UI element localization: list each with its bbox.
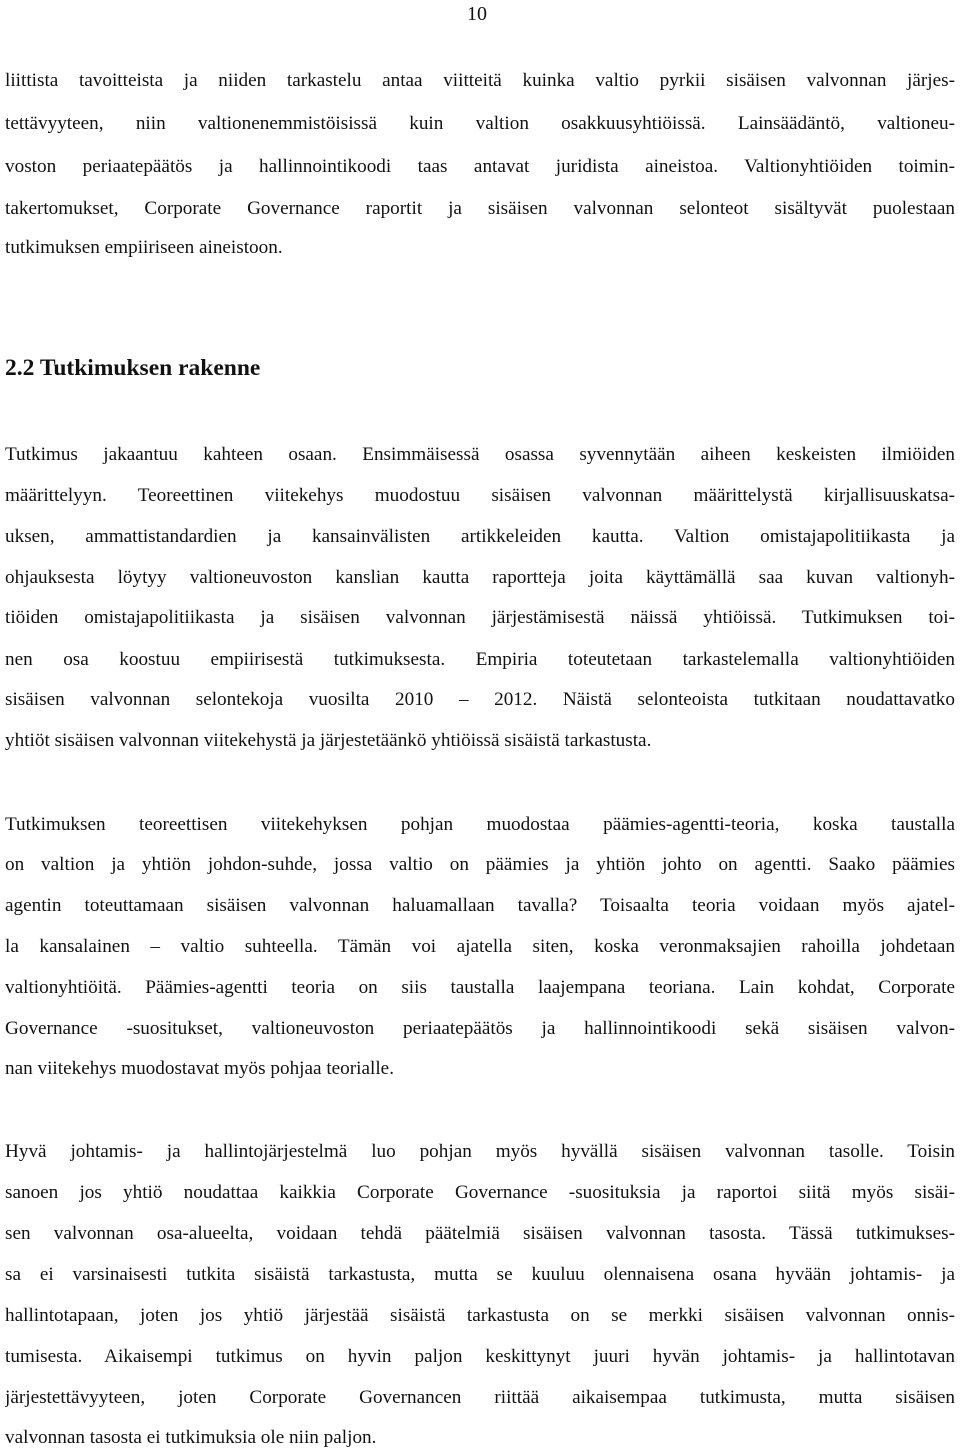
text-line: la kansalainen – valtio suhteella. Tämän voi ajatella siten, koska veronmaksajien rahoilla johdetaan <box>5 936 955 957</box>
page-number: 10 <box>467 3 487 25</box>
section-heading: 2.2 Tutkimuksen rakenne <box>5 355 261 381</box>
text-line: Hyvä johtamis- ja hallintojärjestelmä luo pohjan myös hyvällä sisäisen valvonnan tasolle. Toisin <box>5 1141 955 1162</box>
text-line: on valtion ja yhtiön johdon-suhde, jossa valtio on päämies ja yhtiön johto on agentti. Saako päämies <box>5 854 955 875</box>
text-line: tutkimuksen empiiriseen aineistoon. <box>5 237 283 258</box>
text-line: Tutkimus jakaantuu kahteen osaan. Ensimmäisessä osassa syvennytään aiheen keskeisten ilmiöiden <box>5 444 955 465</box>
text-line: nen osa koostuu empiirisestä tutkimuksesta. Empiria toteutetaan tarkastelemalla valtionyhtiöiden <box>5 649 955 670</box>
text-line: Tutkimuksen teoreettisen viitekehyksen pohjan muodostaa päämies-agentti-teoria, koska taustalla <box>5 814 955 835</box>
text-line: järjestettävyyteen, joten Corporate Governancen riittää aikaisempaa tutkimusta, mutta sisäisen <box>5 1387 955 1408</box>
text-line: liittista tavoitteista ja niiden tarkastelu antaa viitteitä kuinka valtio pyrkii sisäisen valvonnan järjes- <box>5 70 955 91</box>
text-line: sen valvonnan osa-alueelta, voidaan tehdä päätelmiä sisäisen valvonnan tasosta. Tässä tutkimukses- <box>5 1223 955 1244</box>
text-line: tettävyyteen, niin valtionenemmistöisissä kuin valtion osakkuusyhtiöissä. Lainsäädäntö, valtioneu- <box>5 113 955 134</box>
text-line: valvonnan tasosta ei tutkimuksia ole niin paljon. <box>5 1427 377 1448</box>
text-line: sa ei varsinaisesti tutkita sisäistä tarkastusta, mutta se kuuluu olennaisena osana hyvään johtamis- ja <box>5 1264 955 1285</box>
text-line: voston periaatepäätös ja hallinnointikoodi taas antavat juridista aineistoa. Valtionyhtiöiden toimin- <box>5 156 955 177</box>
text-line: sanoen jos yhtiö noudattaa kaikkia Corporate Governance -suosituksia ja raportoi siitä myös sisäi- <box>5 1182 955 1203</box>
text-line: uksen, ammattistandardien ja kansainvälisten artikkeleiden kautta. Valtion omistajapolitiikasta ja <box>5 526 955 547</box>
text-line: tiöiden omistajapolitiikasta ja sisäisen valvonnan järjestämisestä näissä yhtiöissä. Tutkimuksen toi- <box>5 607 955 628</box>
text-line: yhtiöt sisäisen valvonnan viitekehystä ja järjestetäänkö yhtiöissä sisäistä tarkastusta. <box>5 730 652 751</box>
text-line: valtionyhtiöitä. Päämies-agentti teoria on siis taustalla laajempana teoriana. Lain kohdat, Corporate <box>5 977 955 998</box>
text-line: Governance -suositukset, valtioneuvoston periaatepäätös ja hallinnointikoodi sekä sisäisen valvon- <box>5 1018 955 1039</box>
text-line: agentin toteuttamaan sisäisen valvonnan haluamallaan tavalla? Toisaalta teoria voidaan myös ajatel- <box>5 895 955 916</box>
text-line: ohjauksesta löytyy valtioneuvoston kanslian kautta raportteja joita käyttämällä saa kuvan valtionyh- <box>5 567 955 588</box>
text-line: tumisesta. Aikaisempi tutkimus on hyvin paljon keskittynyt juuri hyvän johtamis- ja hallintotavan <box>5 1346 955 1367</box>
text-line: hallintotapaan, joten jos yhtiö järjestää sisäistä tarkastusta on se merkki sisäisen valvonnan onnis- <box>5 1305 955 1326</box>
text-line: määrittelyyn. Teoreettinen viitekehys muodostuu sisäisen valvonnan määrittelystä kirjallisuuskatsa- <box>5 485 955 506</box>
text-line: nan viitekehys muodostavat myös pohjaa teorialle. <box>5 1058 394 1079</box>
text-line: takertomukset, Corporate Governance raportit ja sisäisen valvonnan selonteot sisältyvät puolestaan <box>5 198 955 219</box>
text-line: sisäisen valvonnan selontekoja vuosilta 2010 – 2012. Näistä selonteoista tutkitaan noudattavatko <box>5 689 955 710</box>
